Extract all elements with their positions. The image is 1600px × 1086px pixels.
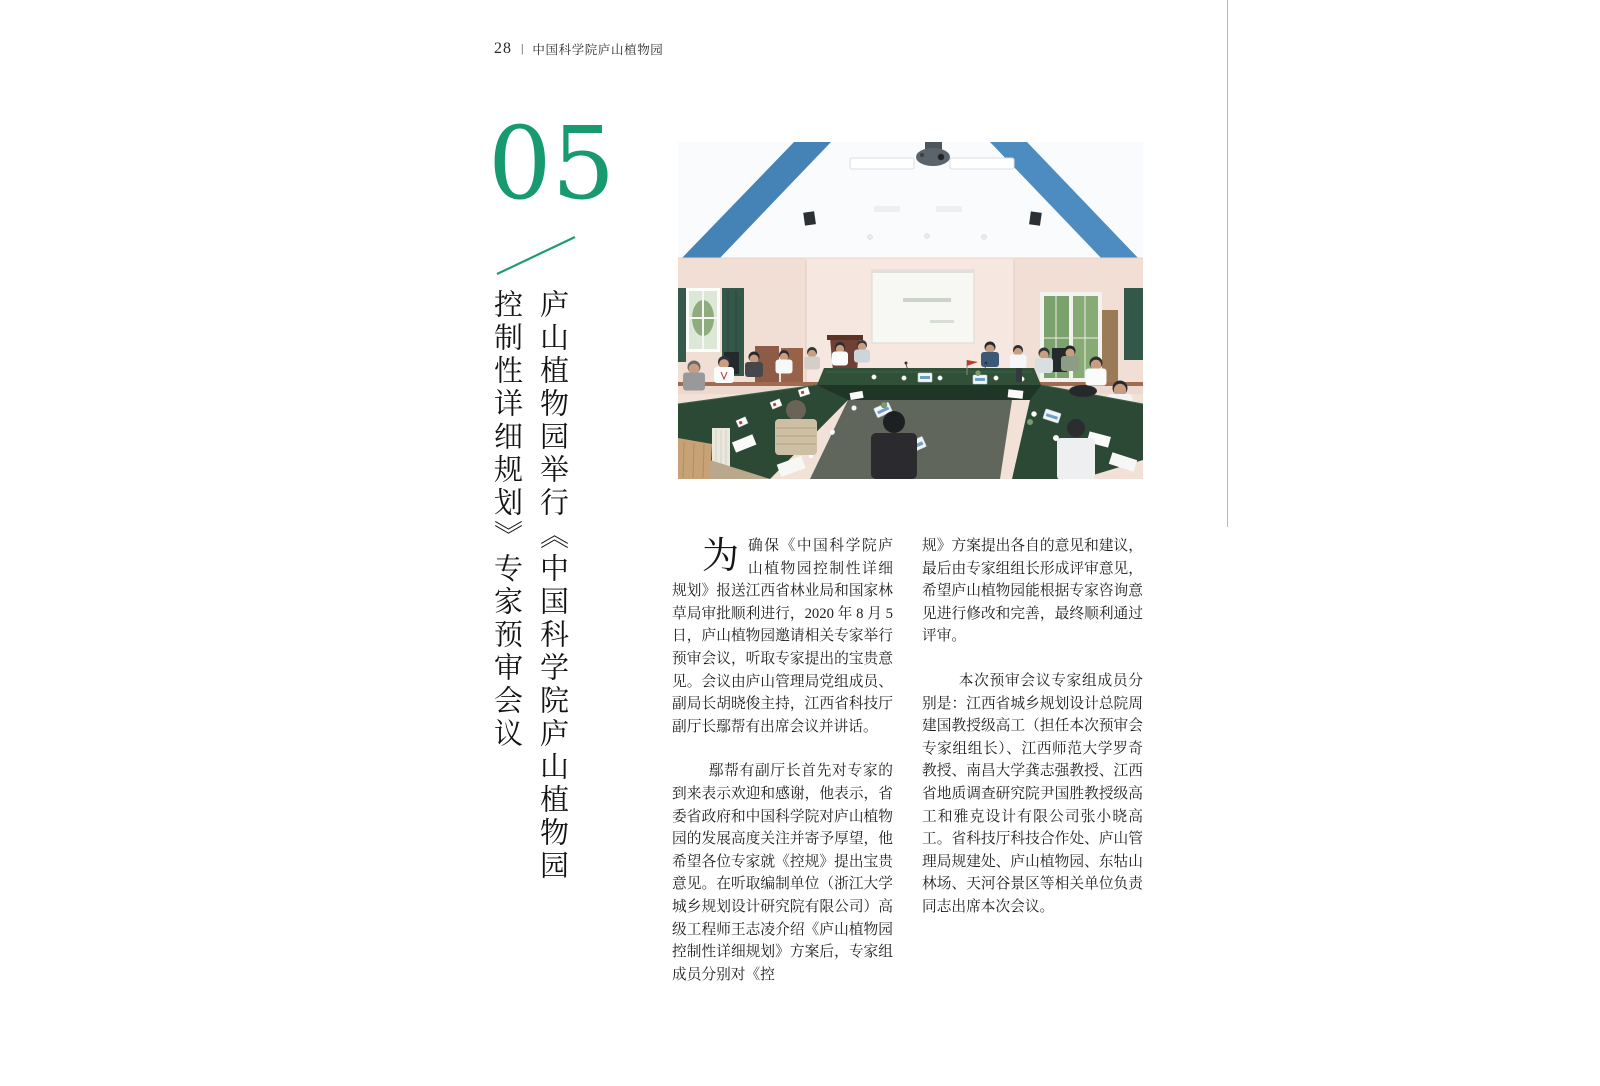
article-column-2 — [922, 535, 1143, 941]
title-line-2: 控制性详细规划》专家预审会议 — [490, 289, 522, 751]
paragraph-3: 规》方案提出各自的意见和建议，最后由专家组组长形成评审意见，希望庐山植物园能根据专家咨询意见进行修改和完善，最终顺利通过评审。 — [922, 538, 1143, 645]
drop-cap: 为 — [702, 536, 739, 577]
meeting-room-illustration — [678, 142, 1143, 479]
article-column-1 — [672, 535, 893, 1008]
page-number: 28 — [494, 40, 512, 57]
paragraph-1-text: 确保《中国科学院庐山植物园控制性详细规划》报送江西省林业局和国家林草局审批顺利进行，2020 年 8 月 5 日，庐山植物园邀请相关专家举行预审会议，听取专家提出的宝贵意见。会议由庐山管理局党组成员、副局长胡晓俊主持，江西省科技厅副厅长鄢帮有出席会议并讲话。 — [672, 538, 893, 735]
article-title-vertical — [483, 289, 575, 904]
section-number: 05 — [488, 105, 616, 222]
slash-decoration-icon — [495, 234, 579, 278]
paragraph-2: 鄢帮有副厅长首先对专家的到来表示欢迎和感谢，他表示，省委省政府和中国科学院对庐山植物园的发展高度关注并寄予厚望，他希望各位专家就《控规》提出宝贵意见。在听取编制单位（浙江大学城乡规划设计研究院有限公司）高级工程师王志凌介绍《庐山植物园控制性详细规划》方案后，专家组成员分别对《控 — [672, 763, 893, 983]
header-divider: | — [521, 40, 524, 55]
projection-screen — [872, 270, 974, 343]
page-edge-line — [1227, 0, 1228, 527]
title-line-1: 庐山植物园举行《中国科学院庐山植物园 — [536, 289, 568, 883]
header-brand: 中国科学院庐山植物园 — [532, 43, 664, 57]
article-photo — [678, 142, 1143, 479]
paragraph-4: 本次预审会议专家组成员分别是：江西省城乡规划设计总院周建国教授级高工（担任本次预审会专家组组长）、江西师范大学罗奇教授、南昌大学龚志强教授、江西省地质调查研究院尹国胜教授级高工和雅克设计有限公司张小晓高工。省科技厅科技合作处、庐山管理局规建处、庐山植物园、东牯山林场、天河谷景区等相关单位负责同志出席本次会议。 — [922, 672, 1143, 915]
page-header — [494, 40, 663, 58]
paragraph-1 — [672, 535, 893, 738]
